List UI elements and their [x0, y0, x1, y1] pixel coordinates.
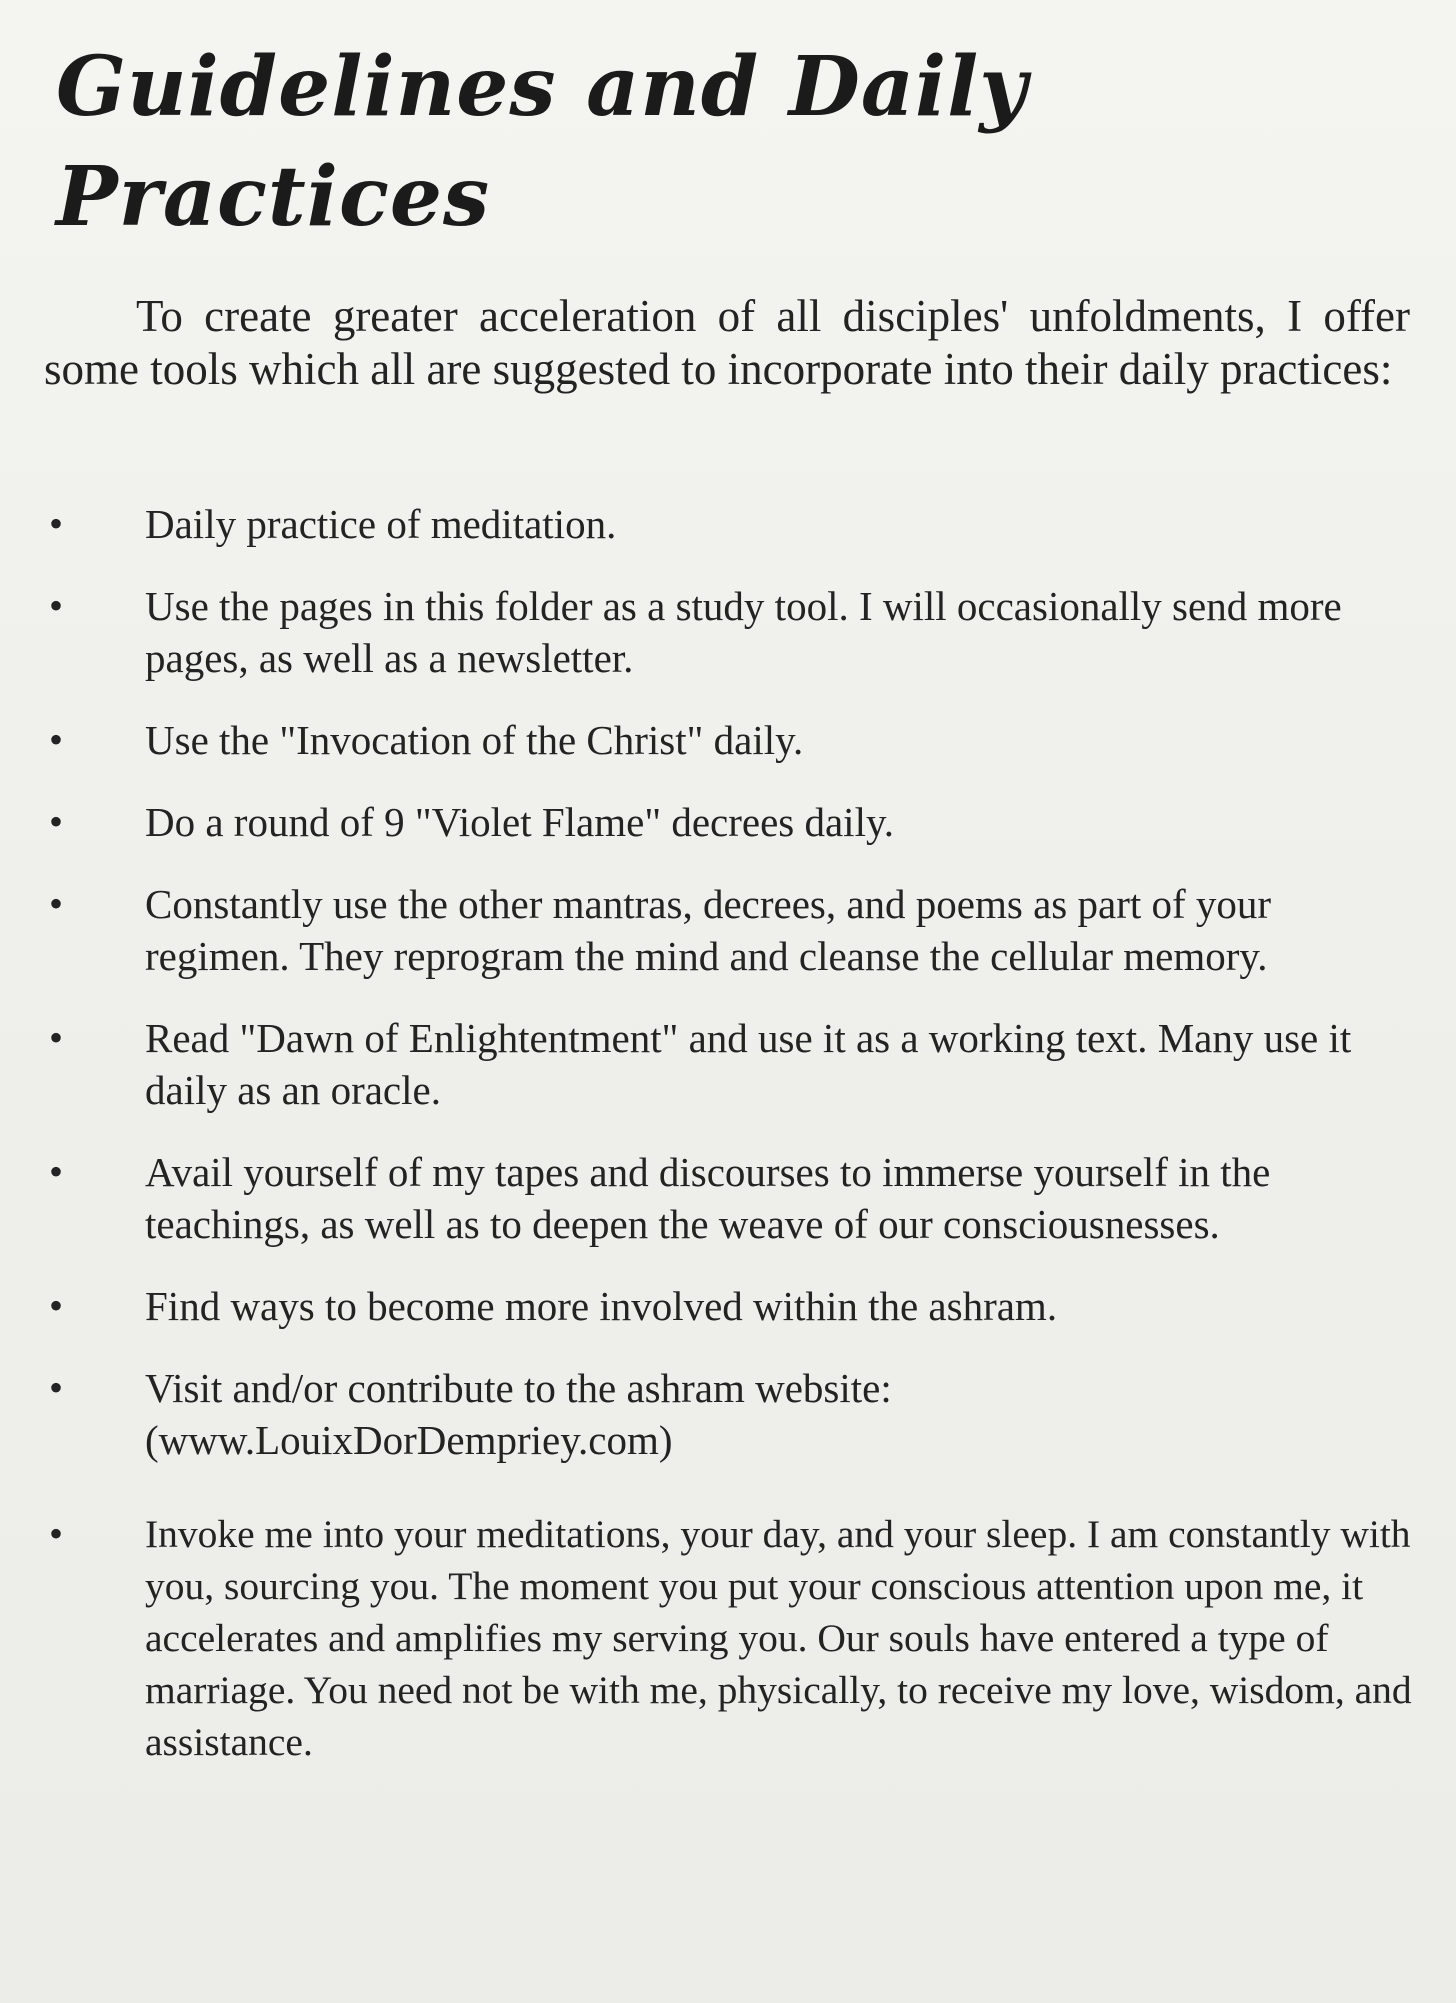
list-item	[44, 1012, 1414, 1116]
bullet-icon: •	[49, 583, 64, 628]
practice-list	[44, 498, 1414, 1798]
bullet-icon: •	[49, 799, 64, 844]
list-item-text: Use the "Invocation of the Christ" daily.	[145, 717, 804, 763]
list-item	[44, 1146, 1414, 1250]
bullet-icon: •	[49, 501, 64, 546]
list-item-text: Constantly use the other mantras, decrees, and poems as part of your regimen. They reprogram the mind and cleanse the cellular memory.	[145, 881, 1272, 979]
list-item-text: Use the pages in this folder as a study tool. I will occasionally send more pages, as well as a newsletter.	[145, 583, 1342, 681]
list-item-text: Invoke me into your meditations, your day, and your sleep. I am constantly with you, sourcing you. The moment you put your conscious attention upon me, it accelerates and amplifies my serving you. Our souls have entered a type of marriage. You need not be with me, physically, to receive my love, wisdom, and assistance.	[145, 1512, 1412, 1764]
bullet-icon: •	[49, 1283, 64, 1328]
bullet-icon: •	[49, 1365, 64, 1410]
list-item-text: Visit and/or contribute to the ashram website: (www.LouixDorDempriey.com)	[145, 1365, 892, 1463]
list-item	[44, 878, 1414, 982]
list-item-text: Daily practice of meditation.	[145, 501, 617, 547]
page-title: Guidelines and Daily Practices	[56, 39, 1028, 245]
intro-paragraph: To create greater acceleration of all disciples' unfoldments, I offer some tools which all are suggested to incorporate into their daily practices:	[44, 291, 1410, 394]
bullet-icon: •	[49, 1149, 64, 1194]
list-item-text: Find ways to become more involved within the ashram.	[145, 1283, 1058, 1329]
bullet-icon: •	[49, 1511, 64, 1556]
bullet-icon: •	[49, 717, 64, 762]
bullet-icon: •	[49, 1015, 64, 1060]
list-item	[44, 714, 1414, 766]
list-item-text: Read "Dawn of Enlightentment" and use it as a working text. Many use it daily as an oracle.	[145, 1015, 1352, 1113]
bullet-icon: •	[49, 881, 64, 926]
list-item	[44, 1508, 1414, 1768]
list-item	[44, 580, 1414, 684]
list-item-text: Do a round of 9 "Violet Flame" decrees daily.	[145, 799, 895, 845]
list-item	[44, 1362, 1414, 1466]
list-item	[44, 1280, 1414, 1332]
list-item-text: Avail yourself of my tapes and discourses to immerse yourself in the teachings, as well as to deepen the weave of our consciousnesses.	[145, 1149, 1271, 1247]
list-item	[44, 498, 1414, 550]
list-item	[44, 796, 1414, 848]
